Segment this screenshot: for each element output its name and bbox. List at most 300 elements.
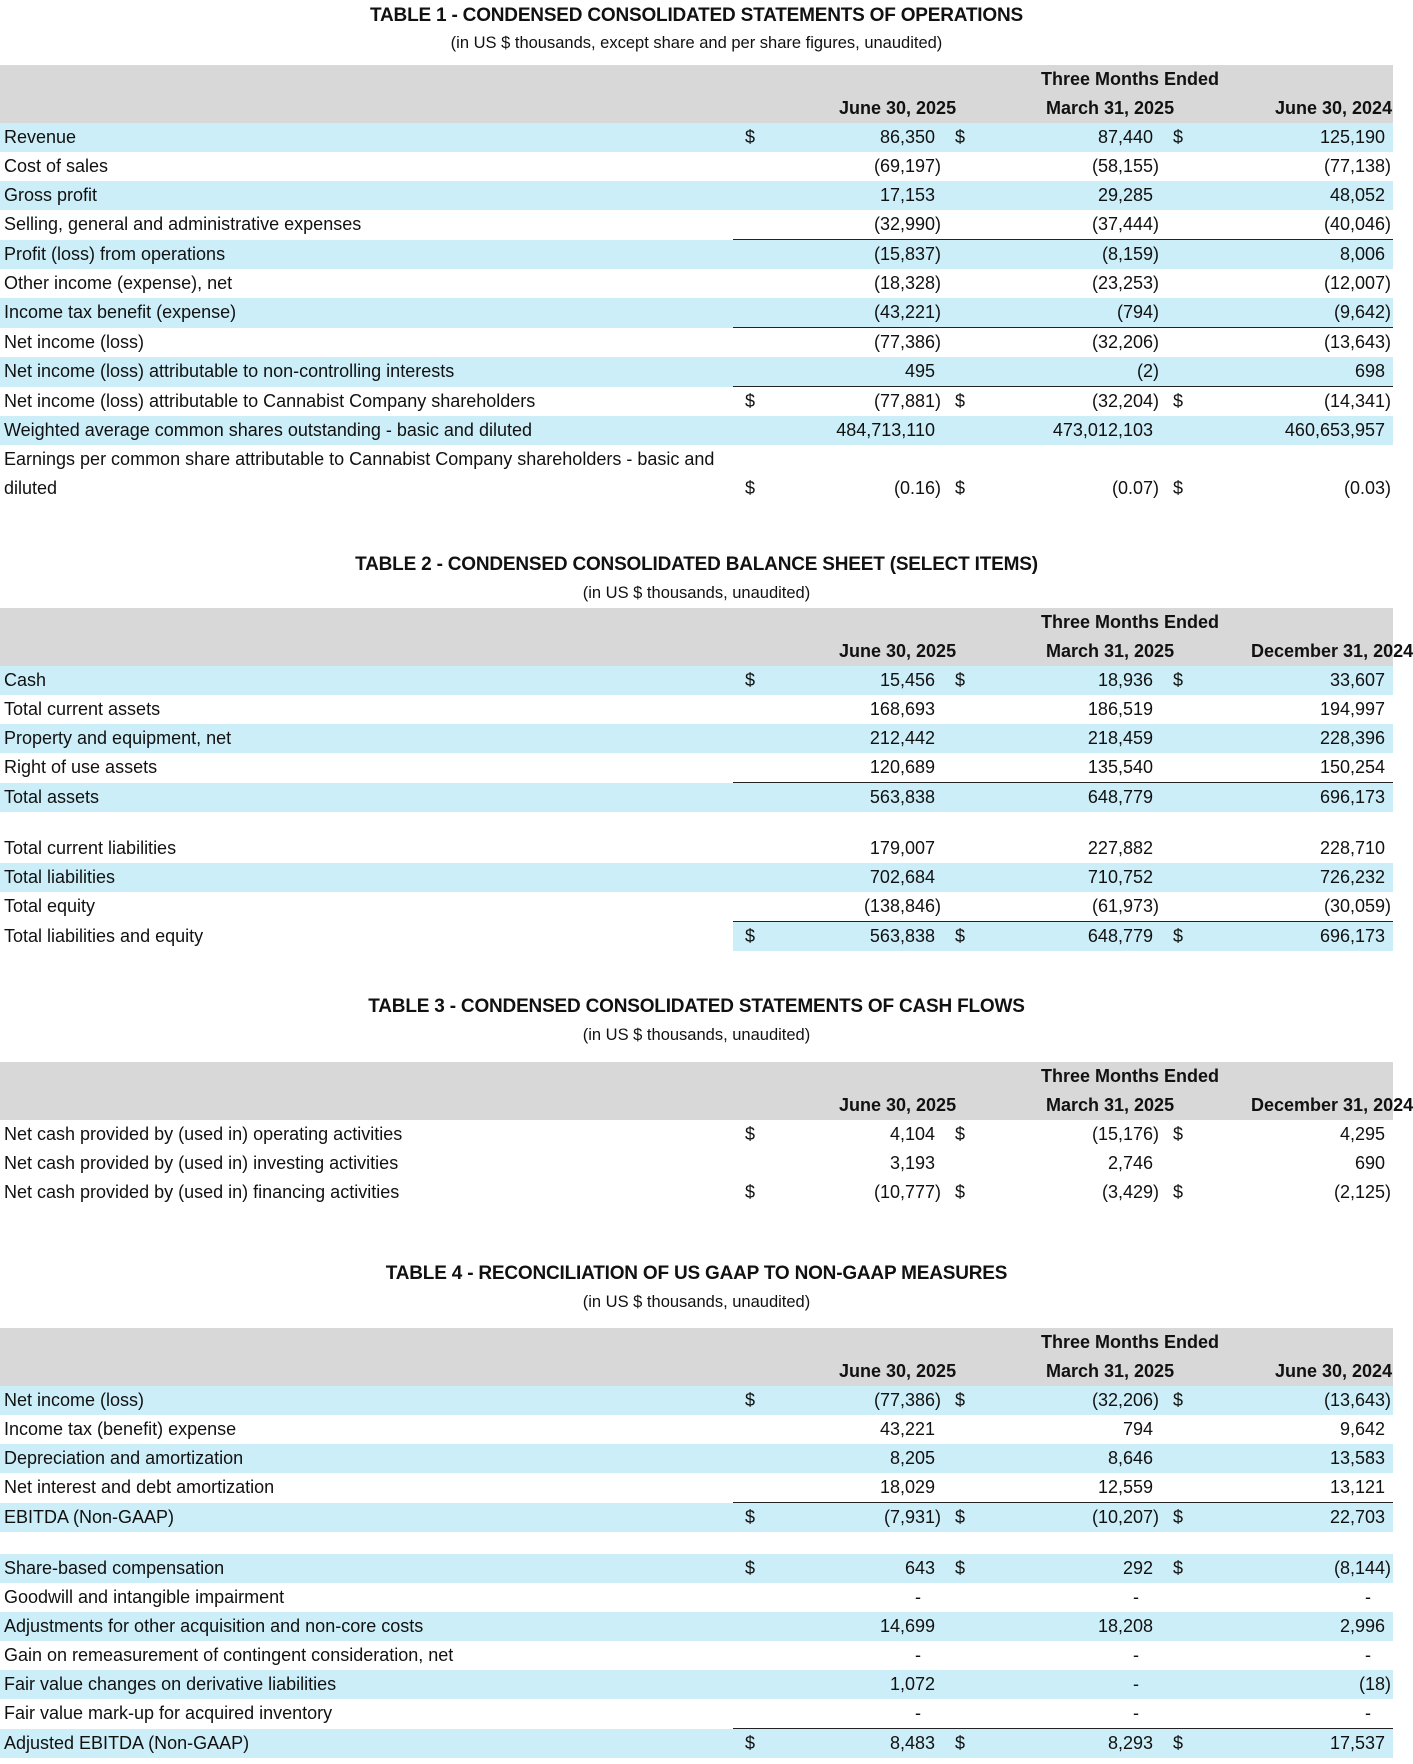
table-row [0,445,1393,503]
currency-symbol: $ [1161,1386,1223,1415]
currency-symbol: $ [943,922,1008,952]
empty-cell [943,695,1008,724]
table3-title: TABLE 3 - CONDENSED CONSOLIDATED STATEMENTS OF CASH FLOWS [368,996,1025,1017]
row-value: (8,159) [1008,240,1161,270]
empty-cell [733,892,793,922]
table-row [0,1503,1393,1533]
row-value: - [915,1587,921,1607]
empty-cell [1161,269,1223,298]
row-value: 14,699 [793,1612,943,1641]
table-row [0,1612,1393,1641]
empty-cell [733,695,793,724]
table4-non-gaap-reconciliation [0,1328,1393,1758]
empty-cell [1161,1415,1223,1444]
empty-cell [943,1612,1008,1641]
row-label: Fair value mark-up for acquired inventory [4,1703,333,1724]
row-label: Earnings per common share attributable to Cannabist Company shareholders - basic and diluted [4,449,715,498]
row-value: (23,253) [1091,273,1159,293]
row-value: 643 [793,1554,943,1583]
row-value: (2) [1008,357,1161,387]
row-value: 227,882 [1087,838,1153,858]
row-value: - [1365,1645,1372,1665]
empty-cell [1161,210,1223,240]
empty-cell [943,783,1008,813]
empty-cell [1161,1149,1223,1178]
row-label: Total liabilities and equity [0,922,733,952]
currency-symbol: $ [733,1386,793,1415]
row-value: - [1365,1587,1372,1607]
row-value: 194,997 [1319,699,1386,719]
table-row [0,416,1393,445]
row-value: 460,653,957 [1223,416,1393,445]
row-value: 48,052 [1223,181,1393,210]
empty-cell [733,298,793,328]
row-label: Net income (loss) attributable to Cannabist Company shareholders [4,390,536,411]
row-value: 125,190 [1223,123,1393,152]
currency-symbol: $ [943,387,1008,417]
row-value: 4,104 [889,1124,935,1144]
currency-symbol: $ [1161,922,1223,952]
table-row [0,1729,1393,1759]
table4-title: TABLE 4 - RECONCILIATION OF US GAAP TO NON-GAAP MEASURES [385,1263,1008,1284]
row-value: 696,173 [1223,922,1393,952]
row-value: 29,285 [1008,181,1161,210]
period-group-header: Three Months Ended [1008,1062,1393,1091]
row-value: 484,713,110 [793,416,943,445]
currency-symbol: $ [1173,1124,1184,1144]
empty-cell [1161,1670,1223,1699]
row-value: 22,703 [1223,1503,1393,1533]
currency-symbol: $ [745,478,756,498]
table-row [0,753,1393,783]
row-value: (15,176) [1091,1124,1159,1144]
table-row [0,328,1393,358]
column-header: March 31, 2025 [1008,1091,1223,1120]
row-value: (18) [1223,1670,1393,1699]
empty-cell [733,1149,793,1178]
row-value: - [915,1645,921,1665]
row-value: (794) [1008,298,1161,328]
row-value: 2,746 [1107,1153,1153,1173]
empty-cell [733,1415,793,1444]
row-value: (61,973) [1091,896,1159,916]
table-row [0,695,1393,724]
table-row [0,1641,1393,1670]
row-value: 648,779 [1008,922,1161,952]
currency-symbol: $ [943,666,1008,695]
row-label: Selling, general and administrative expenses [4,214,362,235]
empty-cell [733,416,793,445]
row-value: - [1133,1703,1139,1723]
empty-cell [943,269,1008,298]
empty-cell [943,210,1008,240]
table-row [0,1444,1393,1473]
empty-cell [733,834,793,863]
row-value: (40,046) [1323,214,1392,234]
row-label: Gain on remeasurement of contingent consideration, net [4,1645,454,1665]
period-group-header: Three Months Ended [1008,608,1393,637]
empty-cell [943,298,1008,328]
row-label: Other income (expense), net [4,273,233,293]
currency-symbol: $ [733,1503,793,1533]
row-label: Net income (loss) [4,331,145,352]
empty-cell [733,1670,793,1699]
table-row [0,724,1393,753]
empty-cell [733,1473,793,1503]
empty-cell [733,181,793,210]
row-value: (32,204) [1008,387,1161,417]
empty-cell [943,181,1008,210]
row-value: 563,838 [793,783,943,813]
row-value: (18,328) [873,273,941,293]
row-value: (77,138) [1323,156,1392,176]
empty-cell [733,783,793,813]
row-value: 8,205 [793,1444,943,1473]
column-header: March 31, 2025 [1008,1357,1223,1386]
currency-symbol: $ [943,1554,1008,1583]
currency-symbol: $ [955,1124,966,1144]
currency-symbol: $ [1161,1503,1223,1533]
currency-symbol: $ [1161,387,1223,417]
empty-cell [943,152,1008,181]
row-value: - [1365,1703,1372,1723]
currency-symbol: $ [943,1386,1008,1415]
table-row [0,892,1393,922]
empty-cell [1161,181,1223,210]
row-value: (0.03) [1344,478,1392,498]
row-value: 33,607 [1223,666,1393,695]
row-label: Net cash provided by (used in) financing activities [4,1182,400,1202]
empty-cell [1161,240,1223,270]
table1-subtitle: (in US $ thousands, except share and per share figures, unaudited) [450,34,943,52]
currency-symbol: $ [733,123,793,152]
empty-cell [1161,357,1223,387]
empty-cell [733,1444,793,1473]
column-header: June 30, 2025 [793,1357,1008,1386]
empty-cell [1161,892,1223,922]
empty-cell [733,1612,793,1641]
table2-balance-sheet [0,608,1413,951]
table-row [0,1386,1393,1415]
empty-cell [1161,863,1223,892]
row-value: 698 [1223,357,1393,387]
row-value: (9,642) [1223,298,1393,328]
row-value: (58,155) [1091,156,1159,176]
row-label: Share-based compensation [0,1554,733,1583]
empty-cell [1161,328,1223,358]
row-label: Property and equipment, net [0,724,733,753]
row-value: 186,519 [1087,699,1153,719]
table-row [0,240,1393,270]
column-header: June 30, 2024 [1223,94,1393,123]
row-value: (37,444) [1091,214,1159,234]
currency-symbol: $ [955,1182,966,1202]
row-value: (77,881) [793,387,943,417]
row-label: Revenue [0,123,733,152]
currency-symbol: $ [1161,1554,1223,1583]
empty-cell [943,892,1008,922]
empty-cell [1161,298,1223,328]
currency-symbol: $ [1173,1182,1184,1202]
currency-symbol: $ [1161,666,1223,695]
row-value: 563,838 [793,922,943,952]
empty-cell [1161,152,1223,181]
table-row [0,863,1393,892]
empty-cell [1161,724,1223,753]
row-value: 710,752 [1008,863,1161,892]
row-value: 228,710 [1319,838,1386,858]
row-value: 690 [1354,1153,1386,1173]
currency-symbol: $ [943,123,1008,152]
empty-cell [1161,416,1223,445]
row-value: (32,206) [1008,328,1161,358]
row-value: 726,232 [1223,863,1393,892]
currency-symbol: $ [1161,1729,1223,1759]
column-header: December 31, 2024 [1223,637,1393,666]
row-value: 2,996 [1223,1612,1393,1641]
empty-cell [733,269,793,298]
column-header: March 31, 2025 [1008,637,1223,666]
row-value: 87,440 [1008,123,1161,152]
currency-symbol: $ [745,1182,756,1202]
row-value: 648,779 [1008,783,1161,813]
empty-cell [943,724,1008,753]
table-row [0,1415,1393,1444]
row-value: (14,341) [1223,387,1393,417]
row-value: (3,429) [1101,1182,1159,1202]
empty-cell [733,210,793,240]
empty-cell [943,328,1008,358]
row-value: 702,684 [793,863,943,892]
row-value: 43,221 [879,1419,935,1439]
row-value: 86,350 [793,123,943,152]
row-value: 794 [1122,1419,1153,1439]
table1-title: TABLE 1 - CONDENSED CONSOLIDATED STATEMENTS OF OPERATIONS [370,5,1023,26]
row-value: (0.07) [1111,478,1159,498]
row-label: Adjustments for other acquisition and non-core costs [0,1612,733,1641]
row-value: 168,693 [869,699,935,719]
row-value: (30,059) [1323,896,1392,916]
table-row [0,387,1393,417]
empty-cell [1161,834,1223,863]
empty-cell [1161,1583,1223,1612]
empty-cell [943,1641,1008,1670]
row-value: 495 [793,357,943,387]
table-row [0,269,1393,298]
row-value: (13,643) [1223,1386,1393,1415]
table-row [0,666,1393,695]
row-value: 18,936 [1008,666,1161,695]
empty-cell [943,416,1008,445]
row-value: (32,990) [873,214,941,234]
empty-cell [1161,695,1223,724]
table-row [0,210,1393,240]
empty-cell [733,724,793,753]
row-value: (2,125) [1333,1182,1392,1202]
row-value: (138,846) [863,896,941,916]
column-header: June 30, 2025 [793,637,1008,666]
empty-cell [943,1415,1008,1444]
row-value: 228,396 [1223,724,1393,753]
row-value: 1,072 [793,1670,943,1699]
empty-cell [943,753,1008,783]
empty-cell [733,1583,793,1612]
column-header: March 31, 2025 [1008,94,1223,123]
row-value: 4,295 [1339,1124,1386,1144]
row-value: 13,121 [1329,1477,1386,1497]
empty-cell [943,1699,1008,1729]
row-value: 18,029 [879,1477,935,1497]
row-value: (43,221) [793,298,943,328]
empty-cell [943,1473,1008,1503]
table3-subtitle: (in US $ thousands, unaudited) [582,1026,811,1044]
row-value: - [915,1703,921,1723]
table-row [0,1583,1393,1612]
row-label: Net cash provided by (used in) operating activities [4,1124,403,1144]
currency-symbol: $ [733,387,793,417]
column-header: June 30, 2025 [793,1091,1008,1120]
row-value: (15,837) [793,240,943,270]
empty-cell [1161,1444,1223,1473]
currency-symbol: $ [955,478,966,498]
currency-symbol: $ [733,1554,793,1583]
row-label: Right of use assets [4,757,158,778]
table-row [0,1178,1393,1207]
row-value: - [1008,1670,1161,1699]
row-value: 13,583 [1223,1444,1393,1473]
row-value: 8,293 [1008,1729,1161,1759]
empty-cell [1161,753,1223,783]
row-value: 17,153 [793,181,943,210]
empty-cell [1161,1612,1223,1641]
empty-cell [1161,1641,1223,1670]
table-row [0,1473,1393,1503]
table-row [0,922,1393,952]
currency-symbol: $ [745,1124,756,1144]
table-row [0,298,1393,328]
empty-cell [1161,1473,1223,1503]
row-value: 17,537 [1223,1729,1393,1759]
row-label: Gross profit [0,181,733,210]
row-value: (7,931) [793,1503,943,1533]
row-value: 15,456 [793,666,943,695]
row-label: Cash [0,666,733,695]
empty-cell [733,328,793,358]
row-value: 8,646 [1008,1444,1161,1473]
row-label: Total current assets [4,699,161,719]
empty-cell [943,1444,1008,1473]
row-value: (32,206) [1008,1386,1161,1415]
table-row [0,834,1393,863]
row-label: Income tax benefit (expense) [0,298,733,328]
table-row [0,783,1393,813]
empty-cell [733,152,793,181]
empty-cell [943,863,1008,892]
row-value: 218,459 [1008,724,1161,753]
table-row [0,123,1393,152]
row-value: (69,197) [873,156,941,176]
column-header: June 30, 2025 [793,94,1008,123]
currency-symbol: $ [733,1729,793,1759]
row-label: Depreciation and amortization [0,1444,733,1473]
empty-cell [733,753,793,783]
table-row [0,181,1393,210]
table-row [0,1554,1393,1583]
row-value: (12,007) [1323,273,1392,293]
row-value: (13,643) [1223,328,1393,358]
row-value: (0.16) [893,478,941,498]
currency-symbol: $ [943,1729,1008,1759]
table-row [0,1120,1393,1149]
row-value: 9,642 [1339,1419,1386,1439]
row-label: Profit (loss) from operations [0,240,733,270]
currency-symbol: $ [733,922,793,952]
empty-cell [943,1670,1008,1699]
row-value: (8,144) [1223,1554,1393,1583]
row-value: 120,689 [869,757,935,777]
table-row [0,357,1393,387]
row-value: 473,012,103 [1008,416,1161,445]
row-value: 12,559 [1097,1477,1153,1497]
row-value: 696,173 [1223,783,1393,813]
row-label: Weighted average common shares outstanding - basic and diluted [0,416,733,445]
currency-symbol: $ [1173,478,1184,498]
row-value: 8,006 [1223,240,1393,270]
empty-cell [1161,783,1223,813]
row-value: - [1133,1587,1139,1607]
column-header: December 31, 2024 [1223,1091,1393,1120]
empty-cell [943,1583,1008,1612]
row-label: Total equity [4,896,96,917]
row-label: Fair value changes on derivative liabilities [0,1670,733,1699]
row-value: 292 [1008,1554,1161,1583]
currency-symbol: $ [1161,123,1223,152]
row-label: EBITDA (Non-GAAP) [0,1503,733,1533]
table2-title: TABLE 2 - CONDENSED CONSOLIDATED BALANCE SHEET (SELECT ITEMS) [355,554,1038,575]
currency-symbol: $ [733,666,793,695]
table4-subtitle: (in US $ thousands, unaudited) [582,1293,811,1311]
empty-cell [733,1699,793,1729]
row-label: Net income (loss) attributable to non-controlling interests [0,357,733,387]
row-label: Goodwill and intangible impairment [4,1587,285,1607]
row-label: Adjusted EBITDA (Non-GAAP) [0,1729,733,1759]
empty-cell [943,240,1008,270]
empty-cell [943,1149,1008,1178]
row-value: 179,007 [869,838,935,858]
empty-cell [943,834,1008,863]
row-value: 212,442 [793,724,943,753]
row-value: (77,386) [793,328,943,358]
row-label: Total assets [0,783,733,813]
table3-cash-flows [0,1062,1413,1207]
row-value: (10,207) [1008,1503,1161,1533]
row-label: Net interest and debt amortization [4,1477,275,1498]
table-row [0,1670,1393,1699]
table2-subtitle: (in US $ thousands, unaudited) [582,584,811,602]
period-group-header: Three Months Ended [1008,65,1393,94]
row-value: 8,483 [793,1729,943,1759]
row-value: 135,540 [1087,757,1153,777]
empty-cell [733,1641,793,1670]
row-value: - [1133,1645,1139,1665]
row-label: Cost of sales [4,156,109,176]
empty-cell [733,357,793,387]
empty-cell [1161,1699,1223,1729]
table-row [0,152,1393,181]
row-value: 3,193 [889,1153,935,1173]
row-label: Net income (loss) [0,1386,733,1415]
currency-symbol: $ [943,1503,1008,1533]
